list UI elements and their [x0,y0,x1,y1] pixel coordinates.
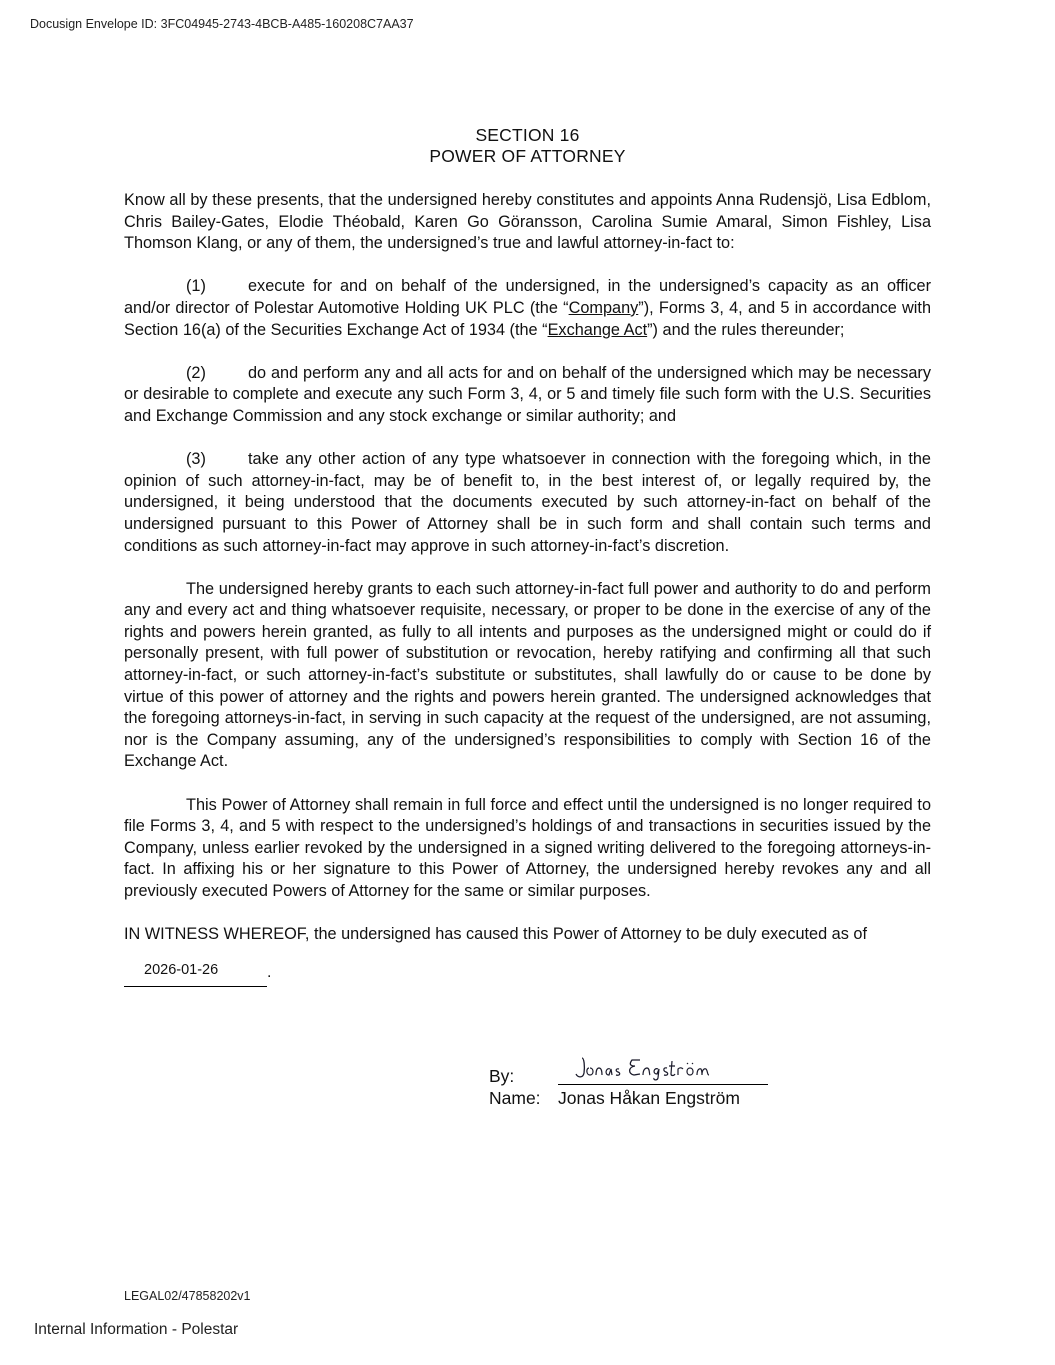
duration-paragraph: This Power of Attorney shall remain in full force and effect until the undersigned is no longer required to file Forms 3, 4, and 5 with respect to the undersigned’s holdings of and transactions in securities issued by the Company, unless earlier revoked by the undersigned in a signed writing delivered to the foregoing attorneys-in-fact. In affixing his or her signature to this Power of Attorney, the undersigned hereby revokes any and all previously executed Powers of Attorney for the same or similar purposes. [124,795,931,900]
classification-label: Internal Information - Polestar [34,1321,239,1338]
document-heading [0,125,1055,167]
document-body [124,190,931,967]
item-1-text-b: ”), Forms 3, 4, and 5 in accordance with Section 16(a) of the Securities Exchange Act of 1934 (the “ [124,298,931,339]
defined-term-exchange-act: Exchange Act [547,320,648,339]
item-2-number: (2) [186,363,206,382]
document-code: LEGAL02/47858202v1 [124,1289,251,1303]
intro-paragraph: Know all by these presents, that the undersigned hereby constitutes and appoints Anna Rudensjö, Lisa Edblom, Chris Bailey-Gates, Elodie Théobald, Karen Go Göransson, Carolina Sumie Amaral, Simon Fishley, Lisa Thomson Klang, or any of them, the undersigned’s true and lawful attorney-in-fact to: [124,191,931,253]
execution-date-field[interactable] [124,962,267,987]
handwritten-signature [572,1052,722,1082]
item-3 [124,449,931,557]
signer-name: Jonas Håkan Engström [558,1088,740,1108]
name-label: Name: [489,1088,541,1108]
item-1-text-c: ”) and the rules thereunder; [647,320,845,339]
item-1-number: (1) [186,277,206,296]
heading-section: SECTION 16 [475,125,580,145]
witness-paragraph: IN WITNESS WHEREOF, the undersigned has caused this Power of Attorney to be duly executed as of [124,925,867,944]
envelope-id: Docusign Envelope ID: 3FC04945-2743-4BCB-A485-160208C7AA37 [30,17,414,31]
grants-paragraph: The undersigned hereby grants to each such attorney-in-fact full power and authority to do and perform any and every act and thing whatsoever requisite, necessary, or proper to be done in the exercise of any of the rights and powers herein granted, as fully to all intents and purposes as the undersigned might or could do if personally present, with full power of substitution or revocation, hereby ratifying and confirming all that such attorney-in-fact, or such attorney-in-fact’s substitute or substitutes, shall lawfully do or cause to be done by virtue of this power of attorney and the rights and powers herein granted. The undersigned acknowledges that the foregoing attorneys-in-fact, in serving in such capacity at the request of the undersigned, are not assuming, nor is the Company assuming, any of the undersigned’s responsibilities to comply with Section 16 of the Exchange Act. [124,579,931,771]
date-period: . [267,964,272,981]
item-1-text-a: execute for and on behalf of the undersigned, in the undersigned’s capacity as an officer and/or director of Polestar Automotive Holding UK PLC (the “ [124,277,931,317]
item-2-text: do and perform any and all acts for and on behalf of the undersigned which may be necessary or desirable to complete and execute any such Form 3, 4, or 5 and timely file such form with the U.S. Securities and Exchange Commission and any stock exchange or similar authority; and [124,363,931,425]
item-3-number: (3) [186,450,206,469]
item-2 [124,363,931,428]
signature-by-label: By: [489,1066,515,1086]
item-3-text: take any other action of any type whatsoever in connection with the foregoing which, in the opinion of such attorney-in-fact, may be of benefit to, in the best interest of, or legally required by, the undersigned, it being understood that the documents executed by such attorney-in-fact on behalf of the undersigned pursuant to this Power of Attorney shall be in such form and shall contain such terms and conditions as such attorney-in-fact may approve in such attorney-in-fact’s discretion. [124,450,931,555]
heading-title: POWER OF ATTORNEY [429,146,626,166]
item-1 [124,276,931,341]
signature-field[interactable] [558,1052,768,1085]
defined-term-company: Company [568,298,639,317]
execution-date: 2026-01-26 [144,962,219,978]
